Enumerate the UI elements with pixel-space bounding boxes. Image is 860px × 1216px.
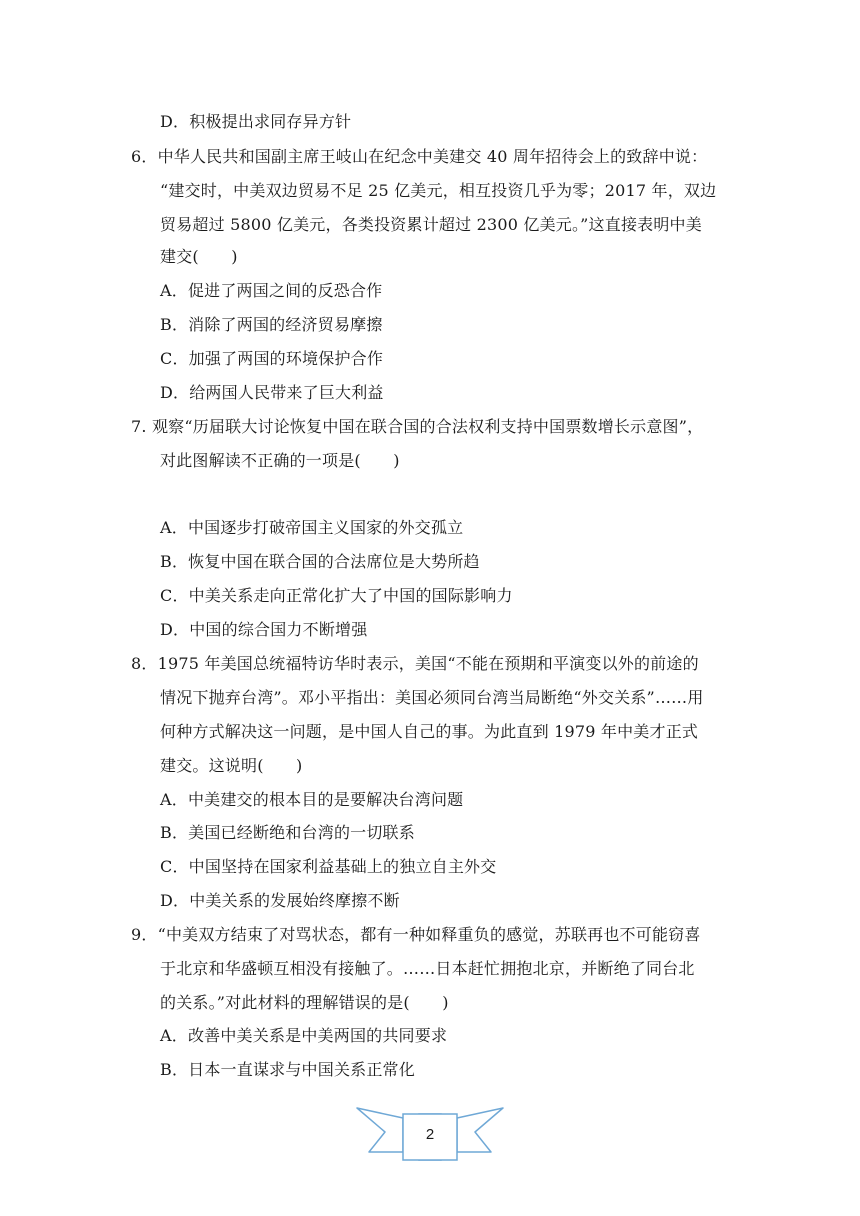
q6-option-c: C．加强了两国的环境保护合作	[160, 349, 384, 368]
q6-option-a: A．促进了两国之间的反恐合作	[160, 281, 383, 300]
q6-option-d: D．给两国人民带来了巨大利益	[160, 383, 384, 402]
q7-option-a: A．中国逐步打破帝国主义国家的外交孤立	[160, 518, 464, 537]
q8-stem-line-3: 何种方式解决这一问题，是中国人自己的事。为此直到 1979 年中美才正式	[160, 722, 699, 741]
q6-stem-line-4: 建交( )	[160, 247, 238, 266]
q6-option-b: B．消除了两国的经济贸易摩擦	[160, 315, 383, 334]
q8-option-b: B．美国已经断绝和台湾的一切联系	[160, 823, 415, 842]
q6-stem-line-1: 6．中华人民共和国副主席王岐山在纪念中美建交 40 周年招待会上的致辞中说：	[131, 147, 708, 166]
q9-stem-line-2: 于北京和华盛顿互相没有接触了。……日本赶忙拥抱北京，并断绝了同台北	[160, 959, 695, 978]
q8-stem-line-1: 8．1975 年美国总统福特访华时表示，美国“不能在预期和平演变以外的前途的	[131, 654, 699, 673]
page-number: 2	[425, 1126, 435, 1143]
q9-stem-line-1: 9．“中美双方结束了对骂状态，都有一种如释重负的感觉，苏联再也不可能窃喜	[131, 925, 701, 944]
q8-stem-line-4: 建交。这说明( )	[160, 756, 303, 775]
q7-stem-line-2: 对此图解读不正确的一项是( )	[160, 451, 400, 470]
q6-stem-line-3: 贸易超过 5800 亿美元，各类投资累计超过 2300 亿美元。”这直接表明中美	[160, 215, 702, 234]
q9-stem-line-3: 的关系。”对此材料的理解错误的是( )	[160, 993, 449, 1012]
q9-option-b: B．日本一直谋求与中国关系正常化	[160, 1060, 415, 1079]
q6-stem-line-2: “建交时，中美双边贸易不足 25 亿美元，相互投资几乎为零；2017 年，双边	[160, 181, 717, 200]
q7-stem-line-1: 7. 观察“历届联大讨论恢复中国在联合国的合法权利支持中国票数增长示意图”，	[131, 417, 704, 436]
q8-stem-line-2: 情况下抛弃台湾”。邓小平指出：美国必须同台湾当局断绝“外交关系”……用	[160, 688, 704, 707]
q8-option-a: A．中美建交的根本目的是要解决台湾问题	[160, 790, 464, 809]
q7-option-d: D．中国的综合国力不断增强	[160, 620, 368, 639]
q9-option-a: A．改善中美关系是中美两国的共同要求	[160, 1026, 448, 1045]
page-number-ribbon	[355, 1104, 505, 1166]
q7-option-b: B．恢复中国在联合国的合法席位是大势所趋	[160, 552, 480, 571]
q8-option-d: D．中美关系的发展始终摩擦不断	[160, 891, 400, 910]
q7-option-c: C．中美关系走向正常化扩大了中国的国际影响力	[160, 586, 513, 605]
q5-option-d: D．积极提出求同存异方针	[160, 112, 352, 131]
q8-option-c: C．中国坚持在国家利益基础上的独立自主外交	[160, 857, 497, 876]
